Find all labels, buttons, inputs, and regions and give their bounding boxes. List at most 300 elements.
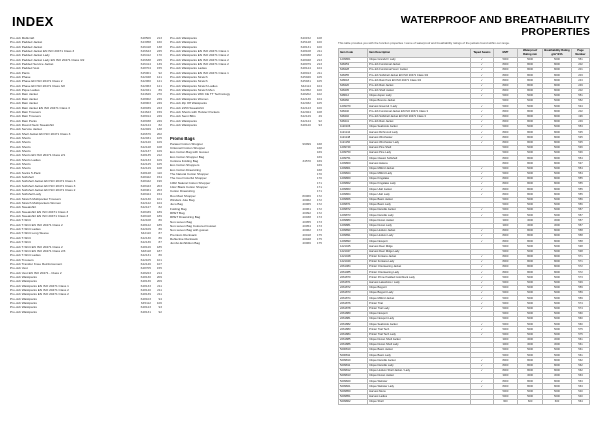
row-item-description: Clique Hudson Lady [368,233,471,238]
row-waterproof-rating: 5000 [518,275,543,280]
row-item-description: Printer Trial [368,301,471,306]
row-waterproof-rating: 8000 [518,379,543,384]
index-entry-page: 138 [156,44,162,49]
row-page-number: 575 [572,332,590,337]
index-entry-page: 270 [156,92,162,97]
row-waterproof-rating: 5000 [518,285,543,290]
index-entry-name [170,127,291,131]
row-taped-seams: ✓ [471,265,493,270]
row-taped-seams: ✓ [471,327,493,332]
row-item-code: 5209812 [339,368,368,373]
index-entry-code: 648136 [140,279,151,284]
row-taped-seams: ✓ [471,379,493,384]
index-entry-name: Pro-Job Waistpants [10,309,37,314]
row-item-code: 1221049 [339,259,368,264]
row-page-number: 243 [572,78,590,83]
row-item-code: 1121144 [339,130,368,135]
row-mvp-value: 8000 [493,83,518,88]
index-entry[interactable] [10,310,162,314]
row-page-number: 554 [572,156,590,161]
row-item-description: Harvest Winchester Lady [368,140,471,145]
row-item-code: 2261884 [339,332,368,337]
index-entry-name: Pro-Job Waistpants [170,40,197,45]
row-item-code: 648428 [339,67,368,72]
row-item-code: 2261874 [339,296,368,301]
row-mvp-value: 8000 [493,254,518,259]
row-breathability-rating: 5000 [542,348,571,353]
index-entry-page: 169 [316,150,322,155]
row-page-number: 557 [572,213,590,218]
index-entry-code: 646643 [140,49,151,54]
index-entry-code: 648002 [140,96,151,101]
index-entry-name: Pro-Job Rain Trousers [10,109,41,114]
row-taped-seams: ✓ [471,368,493,373]
index-entry-code: 40062 [302,198,311,203]
row-item-description: Clique Bayport Lady [368,291,471,296]
index-entry-name: Eco Cotton Shopper Bag [170,154,205,159]
index-entry-code: 642029 [140,127,151,132]
index-section [10,14,328,418]
index-entry-code: 646676 [140,131,151,136]
row-taped-seams: ✓ [471,83,493,88]
index-entry[interactable] [170,241,322,245]
row-item-description: Pro-Job Functional Jacket [368,62,471,67]
row-waterproof-rating: 8000 [518,109,543,114]
index-entry-code: 642110 [140,231,151,236]
row-item-description: Clique Ducan Shell Lady [368,342,471,347]
row-item-description: Clique Newport Lady [368,316,471,321]
index-entry-name: Pro-Job Waistpants EN ISO 20471 Class 2 [10,287,69,292]
row-page-number: 552 [572,99,590,104]
index-entry-name: Parasol Cotton Shopper [170,141,204,146]
index-entry-page: 109 [156,140,162,145]
index-entry-page: 172 [316,202,322,207]
index-entry-code: 648704 [140,66,151,71]
index-entry-name: Cottona Folding Bag [170,158,199,163]
index-entry-name: Pro-Job Softshell Lady [10,192,42,197]
index-entry-name: Pro-Job Padded Jacket Lady EN ISO 20471 Class 3/2 [10,57,85,62]
row-mvp-value: 8000 [493,119,518,124]
index-entry-page: 173 [316,219,322,224]
row-item-description: Printer Trail Lady [368,306,471,311]
index-entry-name: Juco Bag [170,202,183,207]
row-mvp-value: 8000 [493,368,518,373]
index-entry-code: 648108 [300,49,311,54]
row-breathability-rating: 8000 [542,239,571,244]
row-item-description: Clique Milford Jacket [368,166,471,171]
row-page-number: 563 [572,384,590,389]
index-entry-page: 243 [156,105,162,110]
waterproof-title: WATERPROOF AND BREATHABILITY PROPERTIES [400,14,590,38]
index-entry-code: 646418 [140,44,151,49]
index-entry-code: 646638 [140,57,151,62]
row-mvp-value: 5000 [493,291,518,296]
row-item-code: 1209863 [339,187,368,192]
row-waterproof-rating: 8000 [518,156,543,161]
row-page-number: 536 [572,150,590,155]
index-entry-page: 86 [158,227,162,232]
row-item-code: 648018 [339,78,368,83]
row-item-code: 2261886 [339,342,368,347]
row-item-code: 1209862 [339,182,368,187]
index-entry-page: 108 [156,144,162,149]
row-waterproof-rating: 5000 [518,394,543,399]
row-breathability-rating: 8000 [542,73,571,78]
index-entry-page: 168 [316,167,322,172]
row-item-code: 1209370 [339,104,368,109]
row-item-code: 1209749 [339,145,368,150]
row-item-code: 1209751 [339,156,368,161]
index-entry-code: 648124 [300,66,311,71]
index-entry-name: Pro-Job Transfer Knee Reinforcement [10,261,63,266]
index-entry-page: 104 [316,83,322,88]
row-waterproof-rating: 5000 [518,213,543,218]
row-mvp-value: 5000 [493,332,518,337]
row-page-number: 556 [572,197,590,202]
row-breathability-rating: 5000 [542,171,571,176]
index-entry-page: 212 [156,153,162,158]
row-item-description: Clique Grandvil / Lady [368,57,471,62]
index-entry-code: 642131 [140,253,151,258]
row-waterproof-rating: 5000 [518,332,543,337]
row-taped-seams: ✓ [471,125,493,130]
row-mvp-value: 8000 [493,73,518,78]
index-entry-code: 642108 [140,218,151,223]
row-page-number: 202 [572,109,590,114]
row-item-description: Harvest Winchester [368,135,471,140]
row-item-description: Clique Ducan Lady [368,223,471,228]
row-waterproof-rating: 5000 [518,291,543,296]
row-taped-seams: ✓ [471,73,493,78]
header-breathability-rating: Breathability Rating g/m²/24h [544,49,570,56]
index-entry-name: Pro-Job Shorts [10,144,31,149]
index-entry-page: 169 [316,154,322,159]
index-entry-page: 89 [158,88,162,93]
row-breathability-rating: 5000 [542,389,571,394]
index-entry-code: 642032 [300,101,311,106]
row-waterproof-rating: 5000 [518,389,543,394]
index-entry-code: 40018 [302,232,311,237]
row-mvp-value: 8000 [493,187,518,192]
row-page-number: 201 [572,67,590,72]
index-entry-page: 185 [156,244,162,249]
index-entry-page: 93 [158,305,162,310]
index-entry-name: Pro-Job T-Shirt [10,240,31,245]
row-waterproof-rating: 5000 [518,327,543,332]
row-page-number: 202 [572,88,590,93]
row-waterproof-rating: 3000 [518,374,543,379]
index-entry-page: 175 [316,232,322,237]
row-page-number: 553 [572,125,590,130]
row-waterproof-rating: 5000 [518,93,543,98]
row-waterproof-rating: 8000 [518,259,543,264]
row-mvp-value: 3000 [493,374,518,379]
row-mvp-value: 8000 [493,67,518,72]
index-entry-page: 211 [157,283,162,288]
index-entry-code: 642136 [140,240,151,245]
row-breathability-rating: 8000 [542,358,571,363]
row-waterproof-rating: 8000 [518,187,543,192]
row-breathability-rating: 5000 [542,125,571,130]
row-item-description: Clique Danville Jacket [368,208,471,213]
index-entry-page: 160 [156,40,162,45]
index-column-1 [10,36,162,418]
row-mvp-value: 5000 [493,244,518,249]
index-entry-name: Pro-Job 2153 Sweatshirt [170,105,204,110]
index-entry-name: Folding Bag [170,206,187,211]
row-item-description: Clique Bounce Jacket [368,99,471,104]
index-entry-code: 642063 [140,83,151,88]
index-entry-page: 121 [156,83,162,88]
index-entry-page: 209 [156,279,162,284]
row-item-description: Clique Kingslake [368,176,471,181]
index-entry-code: 648038 [140,118,151,123]
row-breathability-rating: 5000 [542,311,571,316]
index-entry-name: Pro-Job Waistpants Ladies [170,66,207,71]
index-entry-page: 86 [158,218,162,223]
row-page-number: 562 [572,368,590,373]
row-waterproof-rating: 600 [518,399,543,404]
index-entry-code: 40038 [302,215,311,220]
row-page-number: 555 [572,187,590,192]
index-entry-code: 40065 [302,202,311,207]
index-entry-page: 213 [316,57,322,62]
index-entry-name: Non-woven Bag with gusset [170,228,209,233]
index-entry-page: 100 [316,44,322,49]
row-mvp-value: 8000 [493,379,518,384]
index-entry-code: 40055 [302,219,311,224]
index-entry-code: 648014 [140,114,151,119]
row-waterproof-rating: 5000 [518,353,543,358]
row-mvp-value: 8000 [493,228,518,233]
row-mvp-value: 5000 [493,99,518,104]
index-entry-page: 110 [157,170,162,175]
row-item-code: 1221048 [339,254,368,259]
row-breathability-rating: 3000 [542,374,571,379]
row-waterproof-rating: 5000 [518,322,543,327]
index-entry-name: Pro-Job Shell Jacket EN ISO 20471 Class 3 [10,131,71,136]
index-entry-page: 101 [156,257,162,262]
row-page-number: 551 [572,93,590,98]
waterproof-table [338,48,590,405]
row-item-code: 1209824 [339,171,368,176]
index-entry-name: Pro-Job Rain Jacket [10,96,38,101]
row-mvp-value: 8000 [493,384,518,389]
row-waterproof-rating: 8000 [518,176,543,181]
row-breathability-rating: 8000 [542,62,571,67]
row-waterproof-rating: 8000 [518,368,543,373]
index-entry-name: Pro-Job Rain Jacket [10,101,38,106]
index-entry-page: 172 [316,198,322,203]
index-entry-code: 648079 [300,62,311,67]
row-item-code: 1209873 [339,213,368,218]
index-entry-name: Pro-Job Stretch Multipocket Trousers [10,196,61,201]
index-entry-code: 648118 [140,248,151,253]
index-entry-page: 172 [316,206,322,211]
index-entry-code: 648003 [140,101,151,106]
row-mvp-value: 8000 [493,109,518,114]
index-entry-name: Pro-Job Sweatshirt [10,205,37,210]
row-item-description: Pro-Job Softshell Jacket EN ISO 20471 Class 3/2 [368,73,471,78]
index-column-2 [170,36,322,418]
index-entry-name: Reflective Rucksack [170,237,198,242]
header-waterproof-rating: Waterproof Rating mm [518,49,543,58]
index-entry-page: 105 [156,161,162,166]
row-mvp-value: 5000 [493,145,518,150]
index-entry-name: Pro-Job Service Jacket [10,127,42,132]
row-breathability-rating: 5000 [542,57,571,62]
row-item-code: 1209801 [339,166,368,171]
index-entry-page: 92 [158,70,162,75]
row-breathability-rating: 8000 [542,114,571,119]
row-item-description: Clique Seabrook Jacket [368,322,471,327]
row-taped-seams: ✓ [471,93,493,98]
row-taped-seams: ✓ [471,233,493,238]
index-entry-page: 171 [316,180,322,185]
row-mvp-value: 5000 [493,280,518,285]
row-waterproof-rating: 8000 [518,270,543,275]
row-taped-seams: ✓ [471,57,493,62]
row-waterproof-rating: 5000 [518,311,543,316]
index-entry-page: 189 [156,214,162,219]
row-item-code: 1221047 [339,249,368,254]
row-item-description: Harvest Greenvil / Lady [368,104,471,109]
row-waterproof-rating: 8000 [518,140,543,145]
index-entry-code: 645946 [300,75,311,80]
row-page-number: 534 [572,104,590,109]
row-page-number: 536 [572,145,590,150]
row-item-description: Clique Milford Jacket [368,296,471,301]
row-waterproof-rating: 8000 [518,192,543,197]
row-item-code: 1209881 [339,223,368,228]
index-entry-page: 94 [158,296,162,301]
row-mvp-value: 5000 [493,316,518,321]
index-entry-name: Pro-Job Sweatshirt EN ISO 20471 Class 3 [10,214,69,219]
index-entry-code: 648133 [140,283,151,288]
index-entry-page: 92 [318,118,322,123]
row-breathability-rating: 5000 [542,322,571,327]
row-page-number: 559 [572,285,590,290]
row-taped-seams: ✓ [471,171,493,176]
index-entry-code: 645112 [140,300,151,305]
row-page-number: 551 [572,57,590,62]
row-item-code: 1121150 [339,140,368,145]
row-item-code: 1221045 [339,244,368,249]
row-item-code: 2261876 [339,301,368,306]
row-item-code: 2261873 [339,291,368,296]
row-item-description: Harvest Pine Shell [368,145,471,150]
row-item-code: 1209860 [339,176,368,181]
row-mvp-value: 5000 [493,208,518,213]
row-item-description: Clique Danville Lady [368,213,471,218]
row-mvp-value: 8000 [493,259,518,264]
index-entry-name: Pro-Job T-Shirt EN ISO 20471 Class 2 [10,244,63,249]
row-breathability-rating: 8000 [542,228,571,233]
row-page-number: 562 [572,358,590,363]
index-entry-code: 40061 [302,206,311,211]
row-breathability-rating: 5000 [542,301,571,306]
row-mvp-value: 5000 [493,285,518,290]
index-entry-code: 642146 [140,261,151,266]
index-entry-code: 644626 [140,92,151,97]
index-entry-code: 648048 [300,57,311,62]
row-item-description: Harvest Ladies [368,394,471,399]
row-breathability-rating: 3000 [542,342,571,347]
index-entry-code: 40054 [302,224,311,229]
index-entry-page: 121 [156,75,162,80]
row-breathability-rating: 8000 [542,192,571,197]
index-subheading: Promo Bags [170,135,195,141]
index-entry-page: 82 [158,122,162,127]
index-entry-page: 211 [157,287,162,292]
index-entry-code: 642124 [300,118,311,123]
row-item-description: Pro-Job Shell Jacket [368,88,471,93]
row-page-number: 538 [572,249,590,254]
row-page-number: 559 [572,291,590,296]
row-page-number: 561 [572,348,590,353]
row-taped-seams: ✓ [471,275,493,280]
row-mvp-value: 3000 [493,218,518,223]
index-entry-page: 82 [158,205,162,210]
row-item-code: 1209891 [339,233,368,238]
row-mvp-value: 5000 [493,394,518,399]
index-entry-page: 175 [316,237,322,242]
row-taped-seams: ✓ [471,332,493,337]
row-breathability-rating: 5000 [542,291,571,296]
row-page-number: 202 [572,62,590,67]
row-item-code: 648420 [339,83,368,88]
row-mvp-value: 8000 [493,176,518,181]
index-entry-code: 34570 [302,158,311,163]
index-entry-code: 648202 [300,92,311,97]
index-entry-page: 245 [156,49,162,54]
row-item-description: Printer Trail Tech [368,327,471,332]
row-item-description: Harvest Deer Ridge [368,244,471,249]
index-entry-code: 642127 [140,205,151,210]
row-item-code: 5209862 [339,399,368,404]
index-entry-code: 40066 [302,241,311,246]
row-waterproof-rating: 8000 [518,265,543,270]
index-entry-page: 173 [316,215,322,220]
index-entry-name: Non-woven Bag [170,219,193,224]
row-mvp-value: 600 [493,399,518,404]
index-entry-code: 642048 [140,75,151,80]
index-entry-page: 108 [156,166,162,171]
row-waterproof-rating: 5000 [518,306,543,311]
index-entry-name: Pro-Job Rain Trousers [10,114,41,119]
row-breathability-rating: 8000 [542,109,571,114]
row-item-description: Printer Fontana Lady [368,259,471,264]
index-entry-page: 92 [158,309,162,314]
index-entry-page: 175 [316,241,322,246]
index-entry-code: 648443 [140,183,151,188]
index-entry-code: 642128 [140,144,151,149]
index-entry-page: 249 [156,96,162,101]
index-entry-page: 105 [316,79,322,84]
index-entry-code: 643058 [140,40,151,45]
row-item-code: 5209851 [339,394,368,399]
row-page-number: 249 [572,119,590,124]
row-waterproof-rating: 8000 [518,182,543,187]
row-mvp-value: 5000 [493,249,518,254]
index-entry-code: 640152 [300,36,311,40]
row-page-number: 557 [572,218,590,223]
index-entry-name: Pro-Job Shorts with Holster Pockets [170,109,220,114]
table-row[interactable] [339,399,590,404]
index-entry-code: 648418 [140,214,151,219]
index-entry-page: 172 [316,193,322,198]
row-page-number: 564 [572,399,590,404]
